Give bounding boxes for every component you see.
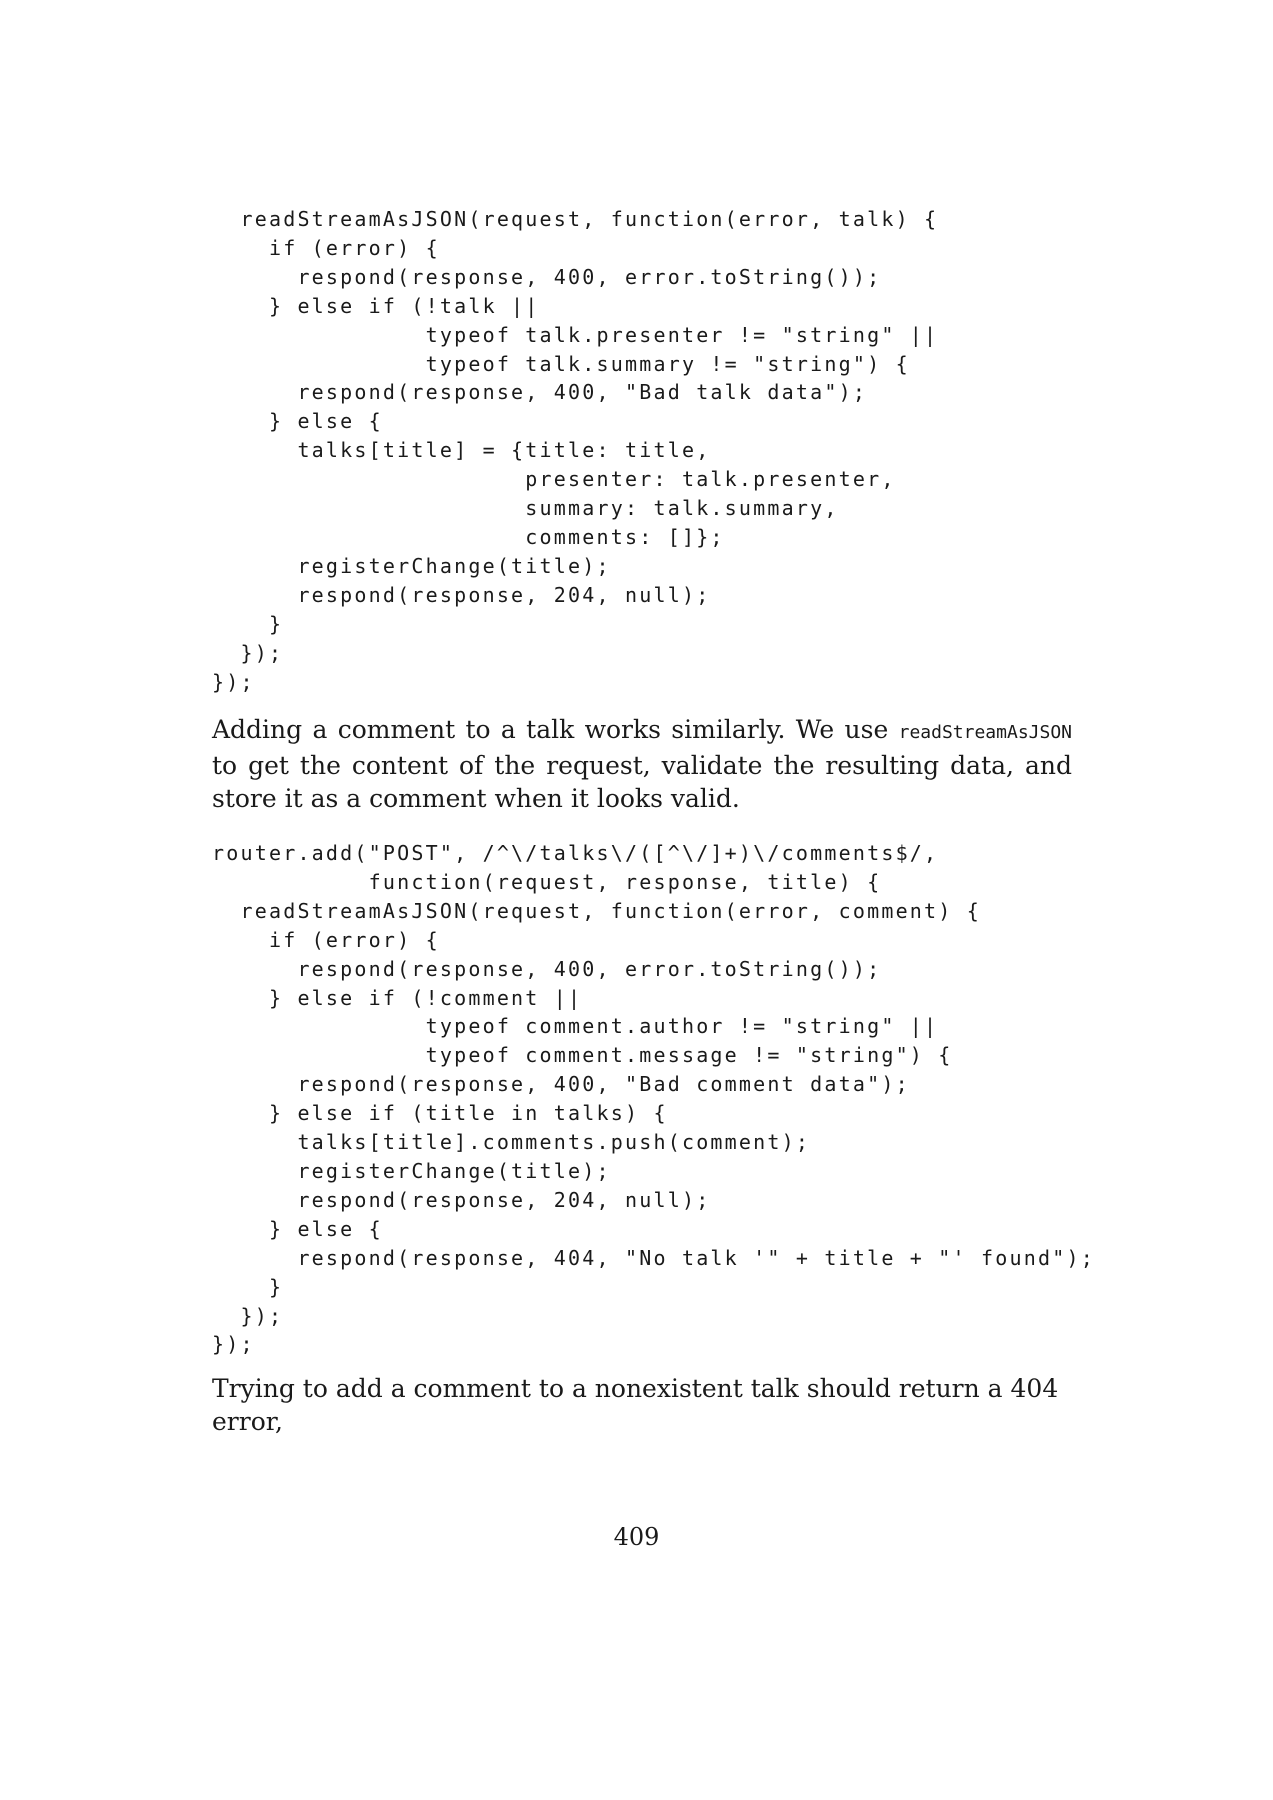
code-line: comments: []}; — [212, 524, 725, 549]
code-line: talks[title] = {title: title, — [212, 438, 711, 463]
code-line: }); — [212, 1303, 284, 1328]
code-line: } else { — [212, 1216, 383, 1241]
code-line: } else if (!talk || — [212, 293, 540, 318]
code-line: respond(response, 400, error.toString()); — [212, 956, 882, 981]
code-line: respond(response, 204, null); — [212, 1187, 711, 1212]
code-line: respond(response, 404, "No talk '" + title + "' found"); — [212, 1245, 1095, 1270]
code-line: if (error) { — [212, 235, 440, 260]
code-line: readStreamAsJSON(request, function(error, comment) { — [212, 898, 982, 923]
code-line: router.add("POST", /^\/talks\/([^\/]+)\/comments$/, — [212, 841, 939, 865]
code-block-comments-post-handler — [212, 839, 1095, 1359]
code-line: }); — [212, 1332, 255, 1357]
page-number: 409 — [613, 1523, 660, 1551]
code-line: respond(response, 400, "Bad comment data"); — [212, 1072, 910, 1097]
code-line: }); — [212, 669, 255, 694]
paragraph-text: to get the content of the request, validate the resulting data, and store it as a comment when it looks valid. — [212, 751, 1072, 813]
code-line: presenter: talk.presenter, — [212, 467, 896, 492]
code-line: } — [212, 611, 284, 636]
code-line: respond(response, 204, null); — [212, 582, 711, 607]
code-line: } else if (title in talks) { — [212, 1101, 668, 1126]
paragraph-adding-comment — [212, 713, 1072, 815]
code-line: registerChange(title); — [212, 553, 611, 578]
code-line: registerChange(title); — [212, 1158, 611, 1183]
code-line: } — [212, 1274, 284, 1299]
code-line: } else if (!comment || — [212, 985, 583, 1010]
code-line: talks[title].comments.push(comment); — [212, 1130, 811, 1155]
paragraph-text: Adding a comment to a talk works similarly. We use — [212, 715, 899, 744]
code-line: respond(response, 400, "Bad talk data"); — [212, 380, 868, 405]
code-line: summary: talk.summary, — [212, 496, 839, 521]
code-line: readStreamAsJSON(request, function(error, talk) { — [212, 207, 939, 231]
code-line: respond(response, 400, error.toString()); — [212, 264, 882, 289]
paragraph-nonexistent-talk: Trying to add a comment to a nonexistent talk should return a 404 error, — [212, 1374, 1059, 1436]
code-line: typeof talk.presenter != "string" || — [212, 322, 939, 347]
code-line: typeof talk.summary != "string") { — [212, 351, 910, 376]
code-block-talk-put-handler — [212, 205, 938, 696]
code-line: } else { — [212, 409, 383, 434]
inline-code: readStreamAsJSON — [898, 722, 1072, 743]
code-line: if (error) { — [212, 927, 440, 952]
code-line: function(request, response, title) { — [212, 869, 882, 894]
code-line: }); — [212, 640, 284, 665]
code-line: typeof comment.author != "string" || — [212, 1014, 939, 1039]
code-line: typeof comment.message != "string") { — [212, 1043, 953, 1068]
